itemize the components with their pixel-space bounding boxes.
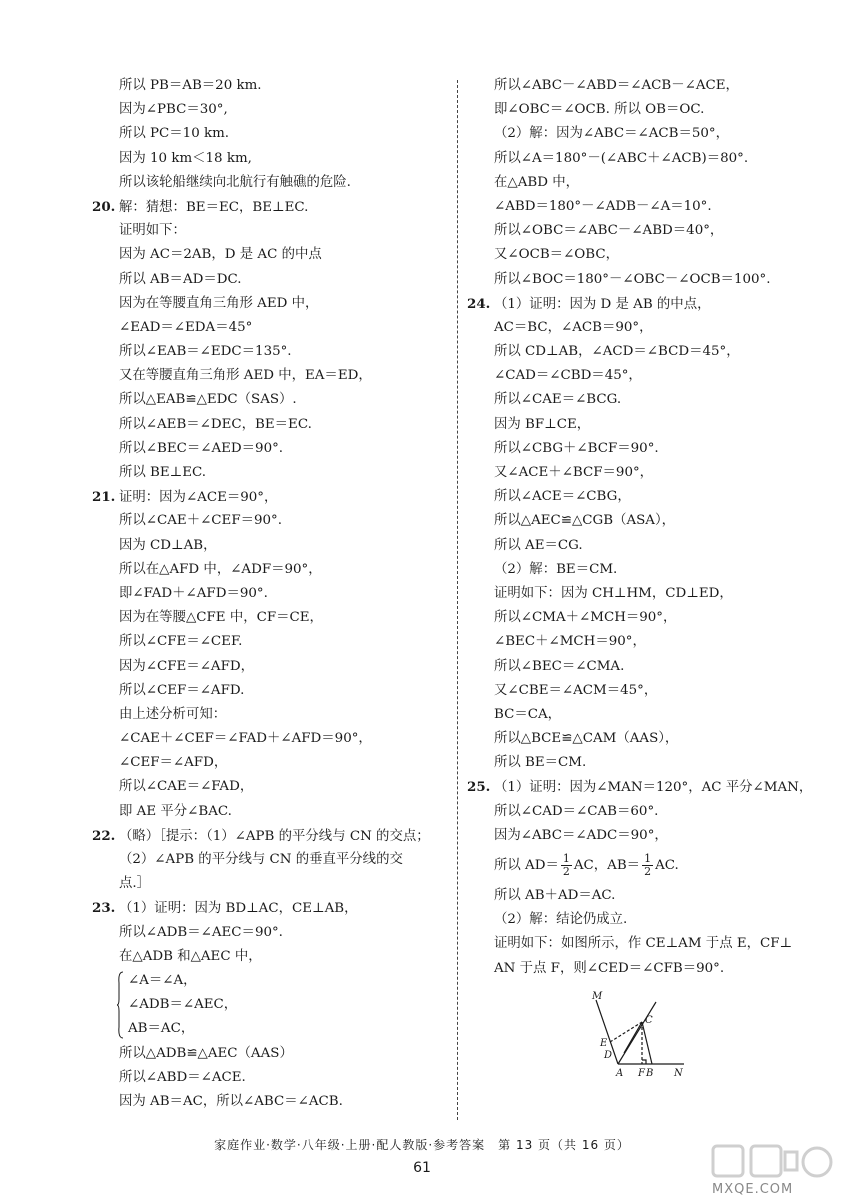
text-line [92, 509, 454, 533]
fraction-denominator: 2 [562, 865, 570, 878]
line-cb [642, 1022, 652, 1064]
text-line [92, 316, 454, 340]
text-line [467, 606, 767, 630]
text-line [92, 388, 454, 412]
line-text: 所以∠CAE＋∠CEF＝90°. [119, 513, 282, 529]
text-line [92, 921, 454, 945]
line-text: 所以△BCE≌△CAM（AAS）， [494, 731, 679, 747]
line-text: BC＝CA， [494, 706, 562, 722]
line-text: （2）∠APB 的平分线与 CN 的垂直平分线的交 [119, 852, 403, 867]
line-text: 所以∠CFE＝∠CEF. [119, 634, 243, 650]
text-line: 所以 AB＋AD＝AC. [494, 888, 616, 903]
right-column [467, 74, 813, 981]
line-text: 所以∠BEC＝∠AED＝90°. [119, 440, 284, 456]
text-line [467, 679, 767, 703]
fraction-half [642, 853, 653, 878]
question-line [92, 824, 454, 848]
label-f: F [638, 1068, 645, 1079]
line-text: 因为在等腰直角三角形 AED 中， [119, 295, 319, 311]
fraction-denominator: 2 [644, 865, 652, 878]
line-text: 因为∠ABC＝∠ADC＝90°， [494, 827, 668, 843]
text-line [92, 630, 454, 654]
line-text: 所以∠CAD＝∠CAB＝60°. [494, 803, 659, 819]
text-line [467, 824, 767, 848]
line-text: 在△ADB 和△AEC 中， [119, 948, 262, 964]
line-text: 所以 AE＝CG. [494, 537, 583, 553]
text-line [92, 171, 454, 195]
text-line [467, 582, 767, 606]
text-line [92, 437, 454, 461]
right-lines [467, 74, 813, 848]
label-a: A [616, 1068, 624, 1079]
text-line [92, 606, 454, 630]
text-line: 所以△ADB≌△AEC（AAS） [119, 1045, 293, 1061]
fraction-text: AC. [655, 858, 679, 873]
fraction-numerator: 1 [644, 852, 652, 865]
text-line [467, 655, 767, 679]
question-line [92, 195, 454, 219]
text-line [92, 461, 454, 485]
question-number: 20. [92, 198, 116, 215]
line-text: 所以∠CBG＋∠BCF＝90°. [494, 440, 659, 456]
text-line [92, 751, 454, 775]
text-line [92, 558, 454, 582]
line-text: 所以在△AFD 中，∠ADF＝90°， [119, 561, 322, 577]
line-text: （1）证明：因为 D 是 AB 的中点， [494, 296, 711, 312]
line-text: 所以∠ABC－∠ABD＝∠ACB－∠ACE， [494, 78, 739, 93]
brace-line: ∠ADB＝∠AEC， [128, 997, 238, 1013]
line-text: 所以 CD⊥AB，∠ACD＝∠BCD＝45°， [494, 344, 740, 360]
line-text: 因为 AC＝2AB，D 是 AC 的中点 [119, 247, 322, 263]
question-line [92, 896, 454, 920]
text-line [92, 703, 454, 727]
line-text: ∠ABD＝180°－∠ADB－∠A＝10°. [494, 198, 712, 214]
text-line [92, 655, 454, 679]
brace-line: ∠A＝∠A， [128, 972, 197, 988]
question-line [467, 775, 813, 799]
line-text: 证明：因为∠ACE＝90°， [119, 490, 278, 506]
line-text: 证明如下： [119, 223, 186, 239]
line-text: （略）［提示：（1）∠APB 的平分线与 CN 的交点； [119, 828, 430, 844]
text-line [467, 98, 767, 122]
line-text: 所以∠OBC＝∠ABC－∠ABD＝40°， [494, 223, 724, 239]
text-line [92, 413, 454, 437]
question-line [467, 292, 767, 316]
line-text: 所以该轮船继续向北航行有触礁的危险. [119, 174, 351, 190]
line-text: 又在等腰直角三角形 AED 中，EA＝ED， [119, 368, 372, 384]
text-line: 因为 AB＝AC，所以∠ABC＝∠ACB. [119, 1093, 343, 1109]
line-text: 所以 PC＝10 km. [119, 126, 230, 142]
text-line [92, 582, 454, 606]
label-b: B [646, 1068, 654, 1079]
line-text: 因为在等腰△CFE 中，CF＝CE， [119, 610, 323, 626]
line-text: 因为∠CFE＝∠AFD， [119, 658, 255, 674]
page-footer: 家庭作业·数学·八年级·上册·配人教版·参考答案 第 13 页（共 16 页） [214, 1138, 630, 1152]
line-text: （2）解：因为∠ABC＝∠ACB＝50°， [494, 126, 729, 142]
text-line [467, 437, 767, 461]
text-line: 证明如下：如图所示，作 CE⊥AM 于点 E，CF⊥ [494, 936, 793, 952]
text-line [92, 945, 454, 969]
text-line [467, 243, 767, 267]
line-text: 所以∠CEF＝∠AFD. [119, 682, 245, 698]
text-line [467, 388, 767, 412]
text-line [92, 872, 454, 896]
text-line [92, 122, 454, 146]
question-number: 21. [92, 489, 116, 506]
text-line [467, 195, 767, 219]
text-line [467, 219, 767, 243]
text-line [92, 147, 454, 171]
line-text: ∠CAD＝∠CBD＝45°， [494, 368, 642, 384]
line-text: 所以∠BEC＝∠CMA. [494, 658, 625, 674]
line-text: ∠CAE＋∠CEF＝∠FAD＋∠AFD＝90°， [119, 731, 372, 747]
line-text: ∠BEC＋∠MCH＝90°， [494, 634, 646, 650]
line-text: 又∠ACE＋∠BCF＝90°， [494, 465, 654, 480]
line-cd [624, 1022, 642, 1053]
label-n: N [674, 1068, 683, 1079]
line-text: （2）解：BE＝CM. [494, 561, 618, 577]
text-line [467, 558, 767, 582]
line-text: 所以∠AEB＝∠DEC，BE＝EC. [119, 416, 312, 432]
question-line [92, 485, 454, 509]
text-line: 所以∠ABD＝∠ACE. [119, 1069, 246, 1085]
line-text: 所以∠ACE＝∠CBG， [494, 489, 631, 505]
text-line [92, 848, 454, 872]
line-text: 所以∠EAB＝∠EDC＝135°. [119, 344, 292, 360]
text-line [467, 364, 767, 388]
text-line [92, 727, 454, 751]
line-text: 解：猜想：BE＝EC，BE⊥EC. [119, 199, 309, 215]
line-text: 所以△AEC≌△CGB（ASA）， [494, 513, 676, 529]
text-line [92, 800, 454, 824]
text-line [467, 485, 767, 509]
text-line: （2）解：结论仍成立. [494, 912, 628, 928]
line-text: 即∠OBC＝∠OCB. 所以 OB＝OC. [494, 102, 705, 118]
text-line [467, 413, 767, 437]
question-number: 25. [467, 779, 491, 796]
line-text: 所以∠CMA＋∠MCH＝90°， [494, 610, 677, 626]
label-c: C [645, 1015, 653, 1026]
line-text: （1）证明：因为 BD⊥AC，CE⊥AB， [119, 901, 358, 917]
line-text: 在△ABD 中， [494, 174, 579, 190]
line-text: 因为 10 km＜18 km, [119, 150, 252, 166]
text-line [467, 74, 767, 98]
line-text: 所以∠CAE＝∠BCG. [494, 392, 622, 408]
line-text: 点.］ [119, 876, 151, 892]
left-lines [92, 74, 454, 969]
watermark-text: MXQE.COM [712, 1182, 794, 1197]
text-line [92, 340, 454, 364]
text-line [467, 630, 767, 654]
line-text: 所以 AB＝AD＝DC. [119, 271, 242, 287]
fraction-text: AC，AB＝ [573, 858, 641, 873]
label-e: E [600, 1038, 608, 1049]
question-number: 24. [467, 295, 491, 312]
text-line [92, 74, 454, 98]
text-line [467, 509, 767, 533]
text-line [92, 268, 454, 292]
geometry-figure [588, 990, 698, 1080]
text-line [467, 340, 767, 364]
line-text: ∠EAD＝∠EDA＝45° [119, 319, 253, 335]
line-text: 又∠OCB＝∠OBC， [494, 247, 619, 263]
fraction-line [467, 848, 767, 884]
line-text: 所以∠BOC＝180°－∠OBC－∠OCB＝100°. [494, 271, 771, 287]
line-text: 所以∠CAE＝∠FAD， [119, 779, 254, 795]
line-text: 所以∠ADB＝∠AEC＝90°. [119, 924, 283, 940]
text-line [467, 703, 767, 727]
text-line [467, 171, 767, 195]
fraction-text: 所以 AD＝ [494, 858, 559, 873]
brace-line: AB＝AC， [128, 1021, 195, 1037]
text-line [467, 268, 771, 292]
brace-icon [117, 971, 123, 1039]
line-text: 由上述分析可知： [119, 706, 227, 722]
page-number: 61 [413, 1160, 431, 1176]
text-line [92, 775, 454, 799]
line-text: 所以 PB＝AB＝20 km. [119, 78, 262, 93]
text-line [467, 751, 767, 775]
text-line [92, 534, 454, 558]
line-text: AC＝BC，∠ACB＝90°， [494, 319, 653, 335]
question-number: 23. [92, 900, 116, 917]
line-text: （1）证明：因为∠MAN＝120°，AC 平分∠MAN， [494, 780, 813, 796]
line-text: 所以 BE＝CM. [494, 755, 587, 771]
text-line [467, 147, 767, 171]
text-line [92, 292, 454, 316]
text-line [467, 727, 767, 751]
column-divider [457, 80, 458, 1120]
line-text: 即∠FAD＋∠AFD＝90°. [119, 585, 268, 601]
line-text: 因为 CD⊥AB， [119, 537, 217, 553]
line-text: 即 AE 平分∠BAC. [119, 803, 232, 819]
line-text: ∠CEF＝∠AFD， [119, 755, 228, 771]
label-d: D [604, 1050, 613, 1061]
line-text: 因为∠PBC＝30°, [119, 102, 228, 118]
text-line [92, 98, 454, 122]
left-column [92, 74, 454, 1114]
line-text: 又∠CBE＝∠ACM＝45°， [494, 682, 658, 698]
line-text: 所以 BE⊥EC. [119, 465, 207, 480]
text-line [92, 364, 454, 388]
fraction-half [561, 853, 572, 878]
line-text: 因为 BF⊥CE， [494, 416, 591, 432]
text-line [467, 534, 767, 558]
text-line: AN 于点 F，则∠CED＝∠CFB＝90°. [494, 960, 725, 976]
fraction-numerator: 1 [562, 852, 570, 865]
question-number: 22. [92, 827, 116, 844]
text-line [92, 679, 454, 703]
text-line [467, 122, 767, 146]
text-line [467, 800, 767, 824]
line-text: 所以∠A＝180°－(∠ABC＋∠ACB)＝80°. [494, 150, 749, 166]
line-text: 所以△EAB≌△EDC（SAS）. [119, 392, 297, 408]
text-line [467, 461, 767, 485]
label-m: M [592, 991, 603, 1002]
text-line [92, 219, 454, 243]
condition-brace [92, 969, 454, 1042]
text-line [92, 243, 454, 267]
text-line [467, 316, 767, 340]
line-text: 证明如下：因为 CH⊥HM，CD⊥ED， [494, 585, 733, 601]
